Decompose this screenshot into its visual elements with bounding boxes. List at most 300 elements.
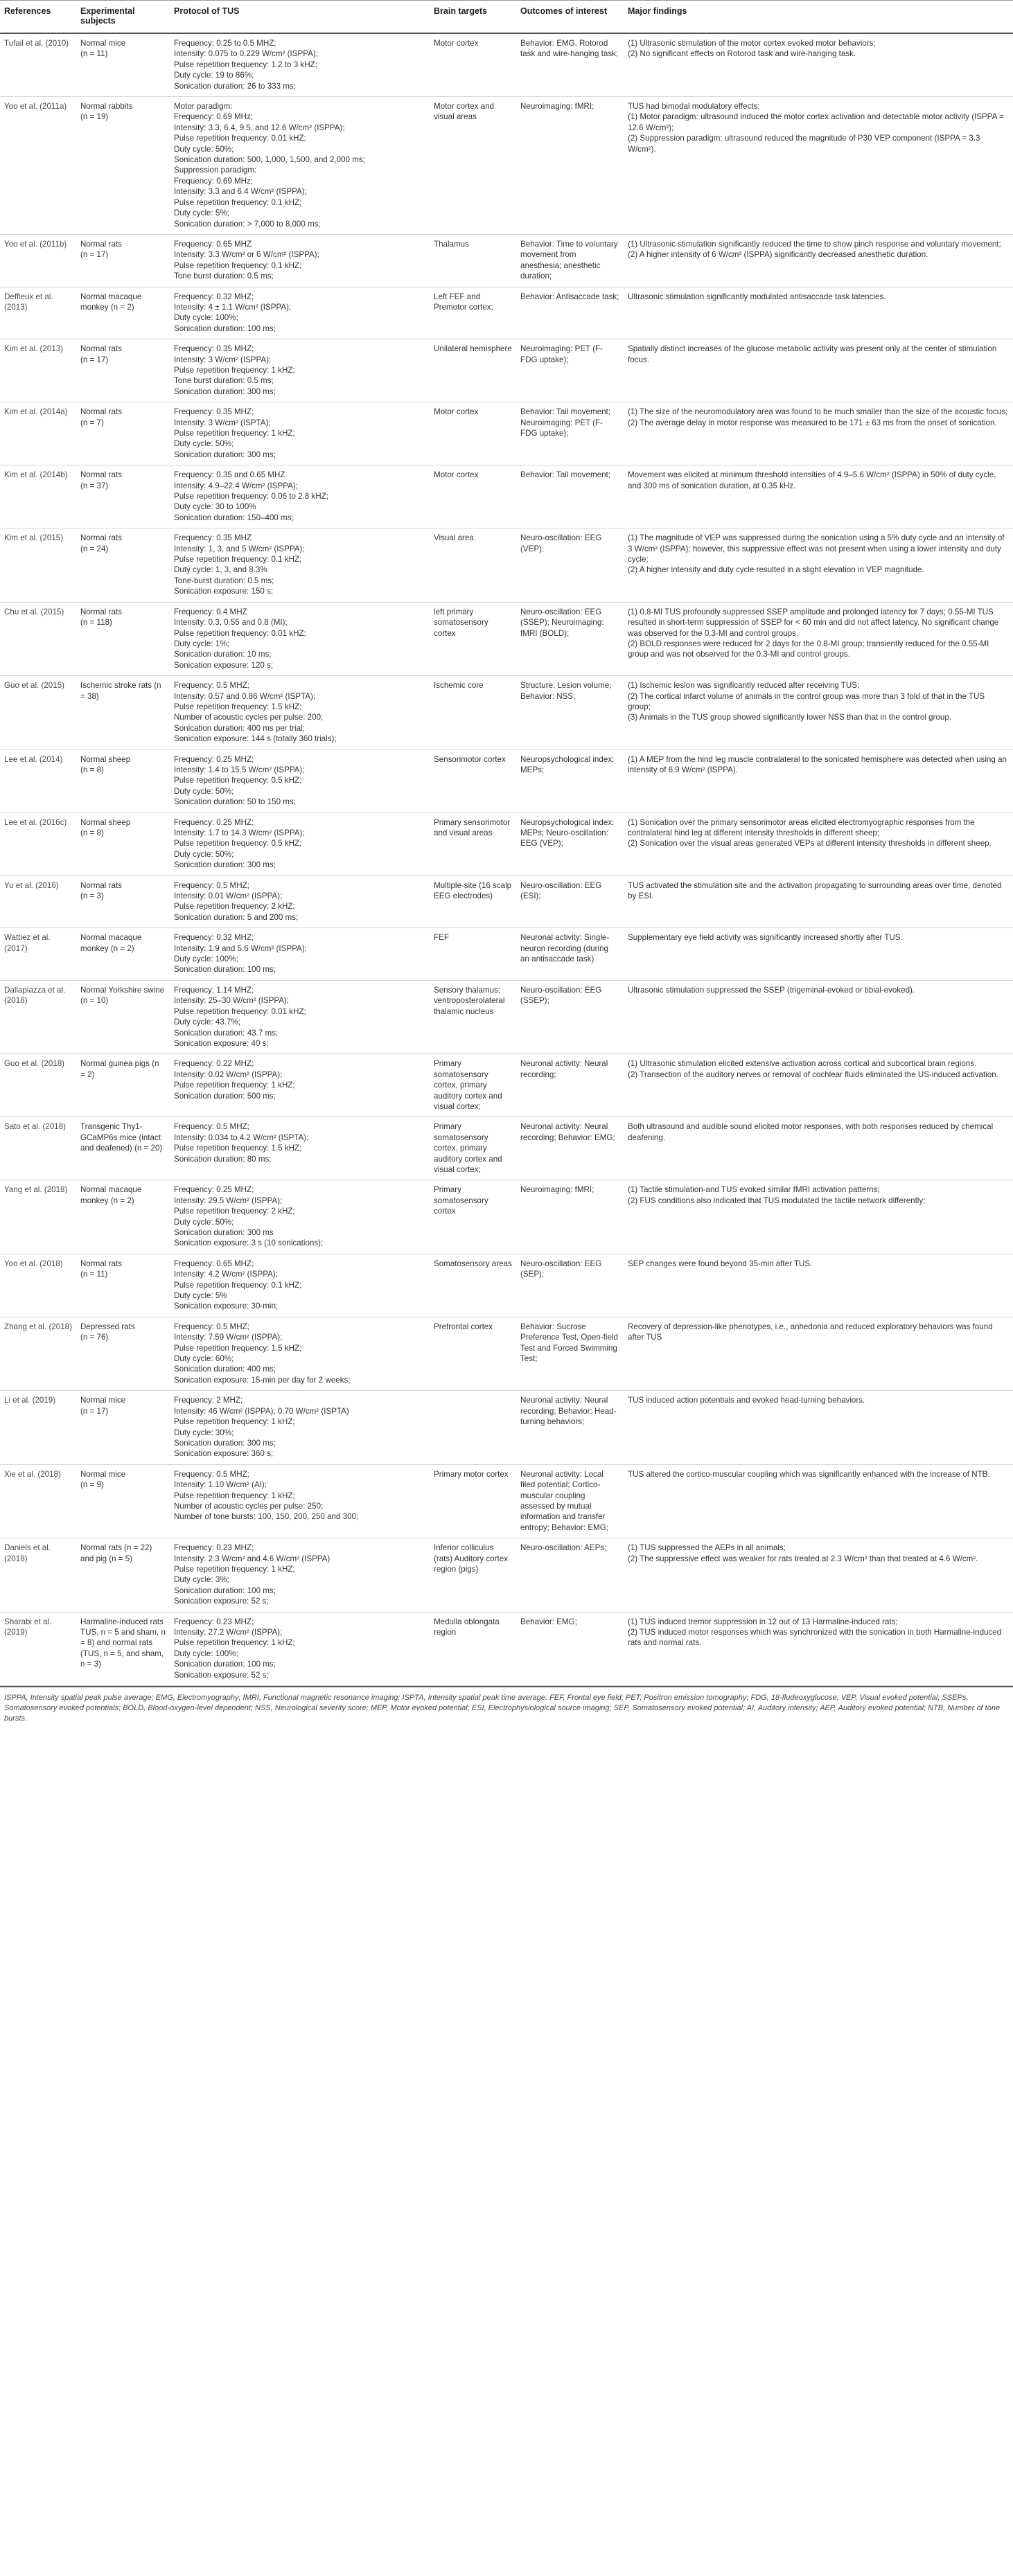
protocol-line: Sonication exposure: 360 s; — [174, 1449, 274, 1459]
protocol-cell — [170, 602, 430, 675]
subjects-cell — [76, 876, 170, 928]
reference-cell: Yu et al. (2016) — [0, 876, 76, 928]
reference-cell: Yoo et al. (2011b) — [0, 234, 76, 287]
subjects-line: Transgenic Thy1-GCaMP6s mice (intact and deafened) (n = 20) — [80, 1122, 163, 1153]
outcomes-cell — [516, 1180, 624, 1254]
protocol-line: Intensity: 7.59 W/cm² (ISPPA); — [174, 1333, 283, 1342]
subjects-line: (n = 37) — [80, 481, 109, 490]
protocol-line: Pulse repetition frequency: 1.5 kHZ; — [174, 1343, 302, 1353]
findings-line: (2) Sonication over the visual areas generated VEPs at different intensity thresholds in different sheep. — [628, 839, 992, 849]
protocol-line: Tone burst duration: 0.5 ms; — [174, 376, 274, 386]
protocol-line: Duty cycle: 5% — [174, 1291, 227, 1301]
table-row — [0, 812, 1013, 876]
findings-line: SEP changes were found beyond 35-min after TUS. — [628, 1259, 813, 1268]
table-row — [0, 1054, 1013, 1117]
protocol-line: Sonication duration: > 7,000 to 8,000 ms; — [174, 219, 321, 229]
targets-cell — [430, 339, 516, 402]
protocol-line: Frequency: 0.23 MHZ; — [174, 1543, 254, 1553]
targets-line: Inferior colliculus (rats) Auditory cortex region (pigs) — [434, 1543, 508, 1574]
outcomes-cell — [516, 812, 624, 876]
subjects-cell — [76, 602, 170, 675]
findings-cell — [624, 339, 1013, 402]
table-row — [0, 1317, 1013, 1390]
protocol-line: Sonication exposure: 52 s; — [174, 1670, 269, 1680]
findings-cell — [624, 234, 1013, 287]
outcomes-cell — [516, 928, 624, 981]
protocol-line: Pulse repetition frequency: 1.2 to 3 kHZ; — [174, 60, 317, 69]
protocol-line: Intensity: 1.9 and 5.6 W/cm² (ISPPA); — [174, 943, 307, 953]
findings-line: (2) No significant effects on Rotorod task and wire-hanging task. — [628, 49, 856, 59]
findings-line: (1) A MEP from the hind leg muscle contralateral to the sonicated hemisphere was detected when using an intensity of 6.9 W/cm² (ISPPA). — [628, 754, 1007, 774]
targets-cell — [430, 1391, 516, 1464]
subjects-cell — [76, 1180, 170, 1254]
targets-cell — [430, 465, 516, 528]
findings-cell — [624, 1117, 1013, 1180]
outcomes-line: Neuroimaging: fMRI; — [520, 1185, 594, 1195]
protocol-line: Frequency: 0.65 MHZ — [174, 239, 252, 249]
subjects-line: (n = 11) — [80, 1270, 108, 1279]
outcomes-line: Neuroimaging: fMRI; — [520, 102, 594, 112]
protocol-line: Duty cycle: 60%; — [174, 1354, 234, 1364]
subjects-line: (n = 19) — [80, 112, 109, 122]
outcomes-line: Behavior: Tail movement; Neuroimaging: PET (F-FDG uptake); — [520, 407, 610, 438]
findings-line: Both ultrasound and audible sound elicited motor responses, with both responses reduced by chemical deafening. — [628, 1122, 994, 1142]
protocol-line: Frequency: 0.5 MHZ; — [174, 1322, 249, 1331]
protocol-line: Sonication exposure: 30-min; — [174, 1302, 279, 1311]
protocol-line: Intensity: 1.4 to 15.5 W/cm² (ISPPA); — [174, 765, 305, 774]
protocol-line: Pulse repetition frequency: 0.5 kHZ; — [174, 776, 302, 785]
findings-line: (1) The magnitude of VEP was suppressed during the sonication using a 5% duty cycle and an intensity of 3 W/cm² (ISPPA); however, this suppressive effect was not present when using a lower intensity and duty cycle; — [628, 533, 1005, 565]
protocol-cell — [170, 1117, 430, 1180]
protocol-line: Sonication duration: 80 ms; — [174, 1154, 272, 1164]
findings-cell — [624, 602, 1013, 675]
targets-line: Primary motor cortex — [434, 1469, 509, 1479]
protocol-line: Duty cycle: 50%; — [174, 849, 234, 859]
subjects-line: Normal rats — [80, 880, 122, 890]
protocol-line: Frequency: 0.35 MHZ; — [174, 407, 254, 417]
protocol-cell — [170, 1538, 430, 1612]
subjects-line: (n = 76) — [80, 1333, 109, 1342]
findings-line: (2) FUS conditions also indicated that TUS modulated the tactile network differently; — [628, 1196, 926, 1205]
table-row — [0, 1612, 1013, 1685]
table-footnote: ISPPA, Intensity spatial peak pulse average; EMG, Electromyography; fMRI, Functional magnetic resonance imaging; ISPTA, Intensity spatial peak time average; FEF, Frontal eye field; PET, Positron emission tomography; FDG, 18-fludeoxyglucose; VEP, Visual evoked potential; SSEPs, Somatosensory evoked potentials; BOLD, Blood-oxygen-level dependent; NSS, Neurological severity score; MEP, Motor evoked potential; ESI, Electrophysiological source imaging; SEP, Somatosensory evoked potential; AI, Auditory intensity; AEP, Auditory evoked potential; NTB, Number of tone bursts. — [0, 1686, 1013, 1730]
protocol-line: Frequency: 1.14 MHZ; — [174, 985, 254, 995]
findings-line: (2) TUS induced motor responses which was synchronized with the sonication in both Harmaline-induced rats and normal rats. — [628, 1628, 1002, 1648]
subjects-line: (n = 8) — [80, 765, 104, 774]
protocol-line: Duty cycle: 50%; — [174, 144, 234, 154]
subjects-line: (n = 24) — [80, 544, 109, 553]
header-findings: Major findings — [624, 1, 1013, 34]
outcomes-cell — [516, 339, 624, 402]
subjects-line: Harmaline-induced rats TUS, n = 5 and sham, n = 8) and normal rats (TUS, n = 5, and sham, n = 3) — [80, 1617, 166, 1669]
protocol-line: Sonication duration: 50 to 150 ms; — [174, 797, 296, 807]
targets-cell — [430, 812, 516, 876]
findings-line: (1) TUS induced tremor suppression in 12 out of 13 Harmaline-induced rats; — [628, 1617, 898, 1626]
protocol-line: Intensity: 3.3, 6.4, 9.5, and 12.6 W/cm² (ISPPA); — [174, 123, 345, 132]
subjects-line: Normal rats — [80, 607, 122, 616]
header-row — [0, 1, 1013, 34]
table-row — [0, 339, 1013, 402]
header-outcomes: Outcomes of interest — [516, 1, 624, 34]
findings-line: (1) Ultrasonic stimulation elicited extensive activation across cortical and subcortical brain regions. — [628, 1059, 977, 1069]
protocol-cell — [170, 812, 430, 876]
table-row — [0, 1538, 1013, 1612]
findings-line: Spatially distinct increases of the glucose metabolic activity was present only at the center of stimulation focus. — [628, 344, 997, 364]
protocol-cell — [170, 1612, 430, 1685]
protocol-line: Pulse repetition frequency: 0.1 kHZ; — [174, 555, 302, 565]
protocol-line: Pulse repetition frequency: 1 kHZ; — [174, 1491, 295, 1500]
header-references: References — [0, 1, 76, 34]
protocol-line: Intensity: 3 W/cm² (ISPTA); — [174, 418, 271, 427]
findings-line: (1) Ultrasonic stimulation significantly reduced the time to show pinch response and voluntary movement; — [628, 239, 1001, 249]
outcomes-cell — [516, 33, 624, 97]
protocol-line: Sonication duration: 26 to 333 ms; — [174, 81, 296, 91]
protocol-line: Pulse repetition frequency: 0.1 kHZ; — [174, 260, 302, 270]
protocol-cell — [170, 97, 430, 235]
protocol-line: Sonication duration: 300 ms; — [174, 387, 276, 396]
subjects-line: Normal mice — [80, 39, 126, 48]
protocol-line: Frequency: 0.5 MHZ; — [174, 880, 249, 890]
protocol-line: Frequency: 0.5 MHZ; — [174, 1469, 249, 1479]
findings-line: (2) Suppression paradigm: ultrasound reduced the magnitude of P30 VEP component (ISPPA = 3.3 W/cm²). — [628, 134, 980, 154]
findings-line: (2) The average delay in motor response was measured to be 171 ± 63 ms from the onset of sonication. — [628, 418, 997, 427]
findings-cell — [624, 287, 1013, 339]
protocol-line: Pulse repetition frequency: 1 kHZ; — [174, 365, 295, 375]
findings-cell — [624, 749, 1013, 812]
targets-line: Primary somatosensory cortex, primary auditory cortex and visual cortex; — [434, 1122, 502, 1174]
reference-cell: Lee et al. (2014) — [0, 749, 76, 812]
protocol-line: Pulse repetition frequency: 1 kHZ; — [174, 429, 295, 438]
outcomes-cell — [516, 1254, 624, 1317]
protocol-line: Intensity: 0.01 W/cm² (ISPPA); — [174, 891, 283, 901]
targets-cell — [430, 287, 516, 339]
outcomes-cell — [516, 749, 624, 812]
targets-cell — [430, 602, 516, 675]
subjects-cell — [76, 1538, 170, 1612]
subjects-line: Normal rabbits — [80, 102, 133, 112]
table-row — [0, 287, 1013, 339]
targets-cell — [430, 1464, 516, 1538]
subjects-line: Normal rats (n = 22) and pig (n = 5) — [80, 1543, 152, 1563]
protocol-line: Frequency: 0.65 MHZ; — [174, 1259, 254, 1268]
findings-cell — [624, 876, 1013, 928]
outcomes-line: Behavior: EMG; — [520, 1617, 577, 1626]
reference-cell: Kim et al. (2014b) — [0, 465, 76, 528]
subjects-line: (n = 11) — [80, 49, 108, 59]
protocol-line: Sonication duration: 300 ms; — [174, 450, 276, 459]
protocol-cell — [170, 402, 430, 465]
subjects-cell — [76, 287, 170, 339]
findings-line: Ultrasonic stimulation significantly modulated antisaccade task latencies. — [628, 292, 886, 301]
targets-line: Left FEF and Premotor cortex; — [434, 292, 493, 312]
reference-cell: Kim et al. (2013) — [0, 339, 76, 402]
protocol-line: Intensity: 29.5 W/cm² (ISPPA); — [174, 1196, 283, 1205]
table-row — [0, 749, 1013, 812]
targets-cell — [430, 1054, 516, 1117]
protocol-line: Frequency: 0.35 and 0.65 MHZ — [174, 470, 285, 480]
outcomes-cell — [516, 1391, 624, 1464]
findings-line: TUS induced action potentials and evoked head-turning behaviors. — [628, 1396, 865, 1405]
findings-line: (1) Ultrasonic stimulation of the motor cortex evoked motor behaviors; — [628, 39, 876, 48]
subjects-cell — [76, 1612, 170, 1685]
findings-cell — [624, 1391, 1013, 1464]
findings-line: (1) TUS suppressed the AEPs in all animals; — [628, 1543, 786, 1553]
findings-cell — [624, 1054, 1013, 1117]
subjects-line: (n = 9) — [80, 1480, 104, 1490]
findings-cell — [624, 528, 1013, 602]
protocol-line: Duty cycle: 19 to 86%; — [174, 71, 254, 80]
reference-cell: Dallapiazza et al. (2018) — [0, 980, 76, 1054]
table-row — [0, 234, 1013, 287]
subjects-cell — [76, 1464, 170, 1538]
subjects-line: Normal rats — [80, 470, 122, 480]
protocol-line: Duty cycle: 1%; — [174, 639, 229, 648]
table-row — [0, 1464, 1013, 1538]
findings-cell — [624, 1254, 1013, 1317]
protocol-line: Pulse repetition frequency: 1.5 kHZ; — [174, 1144, 302, 1153]
protocol-line: Pulse repetition frequency: 0.5 kHZ; — [174, 839, 302, 849]
protocol-line: Sonication duration: 100 ms; — [174, 323, 276, 333]
targets-line: Motor cortex — [434, 470, 479, 480]
protocol-line: Sonication duration: 400 ms per trial; — [174, 723, 305, 733]
table-row — [0, 928, 1013, 981]
protocol-cell — [170, 876, 430, 928]
protocol-line: Sonication duration: 100 ms; — [174, 965, 276, 975]
protocol-line: Pulse repetition frequency: 0.1 kHZ; — [174, 197, 302, 207]
subjects-line: Normal sheep — [80, 817, 131, 827]
protocol-line: Duty cycle: 100%; — [174, 313, 238, 323]
targets-line: Thalamus — [434, 239, 469, 249]
table-row — [0, 402, 1013, 465]
subjects-line: Normal macaque monkey (n = 2) — [80, 933, 142, 953]
targets-cell — [430, 97, 516, 235]
protocol-cell — [170, 928, 430, 981]
protocol-line: Sonication duration: 300 ms; — [174, 1438, 276, 1448]
protocol-line: Pulse repetition frequency: 0.01 kHZ; — [174, 134, 306, 143]
protocol-line: Pulse repetition frequency: 1 kHZ; — [174, 1417, 295, 1427]
outcomes-line: Neuropsychological index: MEPs; Neuro-oscillation: EEG (VEP); — [520, 817, 615, 849]
findings-line: (2) Transection of the auditory nerves or removal of cochlear fluids eliminated the US-induced activation. — [628, 1069, 998, 1079]
protocol-line: Number of tone bursts: 100, 150, 200, 250 and 300; — [174, 1512, 359, 1522]
outcomes-cell — [516, 465, 624, 528]
subjects-line: Normal macaque monkey (n = 2) — [80, 292, 142, 312]
outcomes-line: Neuro-oscillation: EEG (SEP); — [520, 1259, 602, 1279]
subjects-cell — [76, 97, 170, 235]
protocol-line: Pulse repetition frequency: 0.01 kHZ; — [174, 1006, 306, 1016]
findings-line: (1) Sonication over the primary sensorimotor areas elicited electromyographic responses from the contralateral hind leg at different intensity thresholds in different sheep; — [628, 817, 975, 837]
reference-cell: Kim et al. (2014a) — [0, 402, 76, 465]
protocol-line: Pulse repetition frequency: 2 kHZ; — [174, 1207, 295, 1216]
protocol-line: Pulse repetition frequency: 1 kHZ; — [174, 1638, 295, 1648]
protocol-line: Intensity: 4 ± 1.1 W/cm² (ISPPA); — [174, 302, 292, 312]
findings-cell — [624, 97, 1013, 235]
outcomes-cell — [516, 602, 624, 675]
table-row — [0, 980, 1013, 1054]
targets-cell — [430, 402, 516, 465]
subjects-line: Normal rats — [80, 1259, 122, 1268]
outcomes-cell — [516, 1464, 624, 1538]
targets-cell — [430, 1538, 516, 1612]
outcomes-line: Neuronal activity: Single-neuron recording (during an antisaccade task) — [520, 933, 610, 964]
protocol-line: Sonication duration: 500 ms; — [174, 1091, 276, 1101]
protocol-cell — [170, 465, 430, 528]
findings-line: TUS activated the stimulation site and the activation propagating to surrounding areas over time, denoted by ESI. — [628, 880, 1002, 901]
protocol-line: Frequency: 0.69 MHz; — [174, 112, 254, 122]
subjects-cell — [76, 402, 170, 465]
table-row — [0, 1117, 1013, 1180]
outcomes-line: Neuro-oscillation: EEG (ESI); — [520, 880, 602, 901]
findings-line: Supplementary eye field activity was significantly increased shortly after TUS. — [628, 933, 903, 943]
header-subjects: Experimental subjects — [76, 1, 170, 34]
protocol-line: Sonication exposure: 144 s (totally 360 trials); — [174, 734, 337, 744]
protocol-cell — [170, 528, 430, 602]
outcomes-line: Neuronal activity: Neural recording; — [520, 1059, 608, 1079]
protocol-line: Frequency: 0.5 MHZ; — [174, 681, 249, 691]
outcomes-line: Neuro-oscillation: AEPs; — [520, 1543, 607, 1553]
protocol-line: Duty cycle: 30 to 100% — [174, 502, 256, 512]
outcomes-line: Behavior: Tail movement; — [520, 470, 610, 480]
protocol-line: Sonication duration: 300 ms; — [174, 860, 276, 870]
subjects-line: (n = 17) — [80, 355, 109, 364]
protocol-line: Sonication duration: 400 ms; — [174, 1365, 276, 1374]
findings-line: TUS altered the cortico-muscular coupling which was significantly enhanced with the increase of NTB. — [628, 1469, 990, 1479]
protocol-line: Motor paradigm: — [174, 102, 233, 112]
protocol-cell — [170, 287, 430, 339]
subjects-line: (n = 10) — [80, 996, 109, 1006]
targets-line: Sensorimotor cortex — [434, 754, 506, 764]
outcomes-line: Neuronal activity: Local filed potential; Cortico-muscular coupling assessed by mutual information and transfer entropy; Behavior: EMG; — [520, 1469, 608, 1532]
protocol-cell — [170, 33, 430, 97]
targets-line: Motor cortex — [434, 407, 479, 417]
subjects-line: (n = 8) — [80, 828, 104, 837]
outcomes-line: Neuro-oscillation: EEG (SSEP); Neuroimaging: fMRI (BOLD); — [520, 607, 604, 638]
subjects-line: Normal rats — [80, 407, 122, 417]
reference-cell: Wattiez et al. (2017) — [0, 928, 76, 981]
findings-cell — [624, 812, 1013, 876]
targets-cell — [430, 1254, 516, 1317]
targets-line: Medulla oblongata region — [434, 1617, 500, 1637]
protocol-line: Duty cycle: 50%; — [174, 786, 234, 796]
protocol-line: Frequency: 0.25 MHZ; — [174, 817, 254, 827]
outcomes-cell — [516, 1054, 624, 1117]
protocol-line: Duty cycle: 100%; — [174, 954, 238, 964]
protocol-cell — [170, 980, 430, 1054]
findings-cell — [624, 1464, 1013, 1538]
targets-line: Multiple-site (16 scalp EEG electrodes) — [434, 880, 512, 901]
targets-cell — [430, 1612, 516, 1685]
subjects-line: Ischemic stroke rats (n = 38) — [80, 681, 161, 701]
targets-line: Sensory thalamus; ventroposterolateral thalamic nucleus — [434, 985, 505, 1016]
outcomes-cell — [516, 528, 624, 602]
reference-cell: Yoo et al. (2018) — [0, 1254, 76, 1317]
protocol-line: Sonication exposure: 3 s (10 sonications); — [174, 1238, 324, 1248]
outcomes-cell — [516, 1612, 624, 1685]
findings-line: (1) Tactile stimulation-and TUS evoked similar fMRI activation patterns; — [628, 1185, 880, 1195]
subjects-line: (n = 17) — [80, 1406, 109, 1416]
table-row — [0, 676, 1013, 749]
targets-cell — [430, 676, 516, 749]
reference-cell: Sato et al. (2018) — [0, 1117, 76, 1180]
protocol-line: Sonication duration: 5 and 200 ms; — [174, 912, 299, 922]
protocol-line: Intensity: 0.3, 0.55 and 0.8 (MI); — [174, 618, 288, 628]
protocol-line: Intensity: 1.7 to 14.3 W/cm² (ISPPA); — [174, 828, 305, 837]
protocol-line: Duty cycle: 30%; — [174, 1428, 234, 1437]
findings-line: (1) Ischemic lesion was significantly reduced after receiving TUS; — [628, 681, 860, 691]
findings-line: (2) The suppressive effect was weaker for rats treated at 2.3 W/cm² than that treated at 4.6 W/cm². — [628, 1554, 978, 1563]
protocol-line: Sonication duration: 150–400 ms; — [174, 513, 294, 522]
subjects-cell — [76, 465, 170, 528]
outcomes-line: Structure: Lesion volume; Behavior: NSS; — [520, 681, 612, 701]
outcomes-line: Neuro-oscillation: EEG (VEP); — [520, 533, 602, 553]
subjects-line: Normal macaque monkey (n = 2) — [80, 1185, 142, 1205]
targets-line: Visual area — [434, 533, 474, 543]
subjects-cell — [76, 528, 170, 602]
reference-cell: Deffieux et al. (2013) — [0, 287, 76, 339]
findings-cell — [624, 465, 1013, 528]
protocol-line: Sonication exposure: 52 s; — [174, 1597, 269, 1606]
targets-cell — [430, 1180, 516, 1254]
protocol-line: Duty cycle: 50%; — [174, 1217, 234, 1227]
subjects-cell — [76, 676, 170, 749]
protocol-line: Intensity: 4.2 W/cm² (ISPPA); — [174, 1270, 278, 1279]
outcomes-cell — [516, 234, 624, 287]
protocol-line: Pulse repetition frequency: 1.5 kHZ; — [174, 702, 302, 711]
protocol-line: Sonication duration: 300 ms — [174, 1228, 274, 1237]
outcomes-cell — [516, 1538, 624, 1612]
subjects-cell — [76, 1391, 170, 1464]
reference-cell: Tufail et al. (2010) — [0, 33, 76, 97]
table-row — [0, 1180, 1013, 1254]
outcomes-line: Neuronal activity: Neural recording; Behavior: Head-turning behaviors; — [520, 1396, 617, 1427]
protocol-line: Intensity: 0.075 to 0.229 W/cm² (ISPPA); — [174, 49, 318, 59]
findings-cell — [624, 928, 1013, 981]
findings-line: TUS had bimodal modulatory effects: — [628, 102, 760, 112]
reference-cell: Sharabi et al. (2019) — [0, 1612, 76, 1685]
subjects-line: Normal rats — [80, 344, 122, 354]
subjects-cell — [76, 339, 170, 402]
subjects-line: Normal mice — [80, 1469, 126, 1479]
findings-cell — [624, 1538, 1013, 1612]
reference-cell: Guo et al. (2018) — [0, 1054, 76, 1117]
findings-line: Recovery of depression-like phenotypes, i.e., anhedonia and reduced exploratory behaviors was found after TUS — [628, 1322, 993, 1342]
outcomes-cell — [516, 1117, 624, 1180]
targets-cell — [430, 33, 516, 97]
protocol-line: Sonication duration: 43.7 ms; — [174, 1028, 279, 1038]
reference-cell: Guo et al. (2015) — [0, 676, 76, 749]
protocol-line: Intensity: 1.10 W/cm² (AI); — [174, 1480, 267, 1490]
subjects-line: Depressed rats — [80, 1322, 135, 1331]
reference-cell: Li et al. (2019) — [0, 1391, 76, 1464]
protocol-line: Frequency: 0.22 MHZ; — [174, 1059, 254, 1069]
targets-cell — [430, 876, 516, 928]
protocol-line: Pulse repetition frequency: 1 kHZ; — [174, 1081, 295, 1090]
findings-cell — [624, 402, 1013, 465]
targets-cell — [430, 980, 516, 1054]
targets-line: Somatosensory areas — [434, 1259, 512, 1268]
findings-cell — [624, 980, 1013, 1054]
findings-line: (2) The cortical infarct volume of animals in the control group was more than 3 fold of that in the TUS group; — [628, 691, 985, 711]
protocol-line: Intensity: 3.3 W/cm² or 6 W/cm² (ISPPA); — [174, 250, 319, 260]
protocol-cell — [170, 1180, 430, 1254]
protocol-cell — [170, 1464, 430, 1538]
outcomes-line: Neuropsychological index: MEPs; — [520, 754, 615, 774]
subjects-cell — [76, 33, 170, 97]
reference-cell: Yang et al. (2018) — [0, 1180, 76, 1254]
protocol-line: Frequency: 0.5 MHZ; — [174, 1122, 249, 1132]
targets-line: FEF — [434, 933, 449, 943]
reference-cell: Zhang et al. (2018) — [0, 1317, 76, 1390]
subjects-line: Normal Yorkshire swine — [80, 985, 165, 995]
